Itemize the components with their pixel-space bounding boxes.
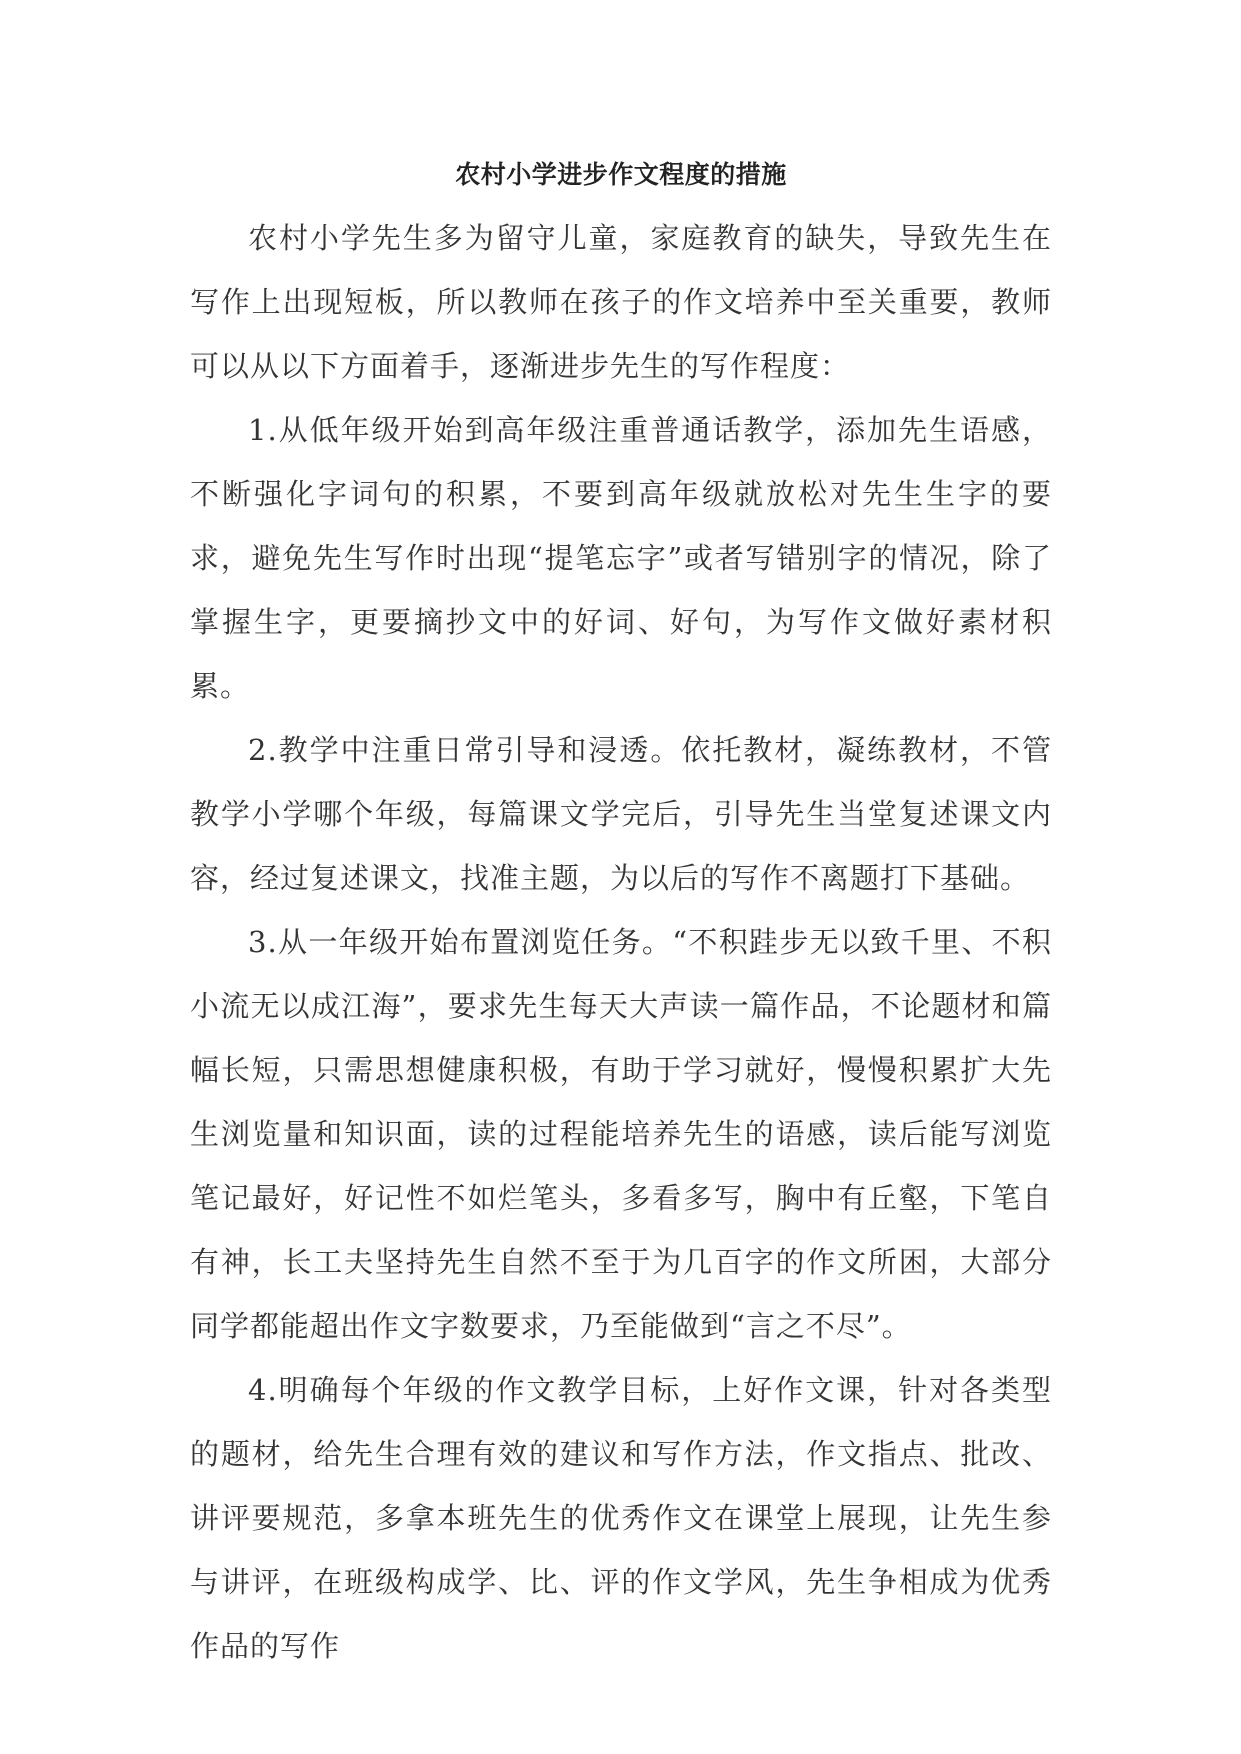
document-title: 农村小学进步作文程度的措施 [455,160,787,189]
paragraph-point-2: 2.教学中注重日常引导和浸透。依托教材，凝练教材，不管教学小学哪个年级，每篇课文学完后，引导先生当堂复述课文内容，经过复述课文，找准主题，为以后的写作不离题打下基础。 [190,733,1052,895]
document-body [190,155,1052,1678]
paragraph-point-1: 1.从低年级开始到高年级注重普通话教学，添加先生语感，不断强化字词句的积累，不要到高年级就放松对先生生字的要求，避免先生写作时出现“提笔忘字”或者写错别字的情况，除了掌握生字，更要摘抄文中的好词、好句，为写作文做好素材积累。 [190,413,1052,703]
paragraph-point-3: 3.从一年级开始布置浏览任务。“不积跬步无以致千里、不积小流无以成江海”，要求先生每天大声读一篇作品，不论题材和篇幅长短，只需思想健康积极，有助于学习就好，慢慢积累扩大先生浏览量和知识面，读的过程能培养先生的语感，读后能写浏览笔记最好，好记性不如烂笔头，多看多写，胸中有丘壑，下笔自有神，长工夫坚持先生自然不至于为几百字的作文所困，大部分同学都能超出作文字数要求，乃至能做到“言之不尽”。 [190,925,1052,1343]
paragraph-intro: 农村小学先生多为留守儿童，家庭教育的缺失，导致先生在写作上出现短板，所以教师在孩子的作文培养中至关重要，教师可以从以下方面着手，逐渐进步先生的写作程度： [190,221,1052,383]
paragraph-point-4: 4.明确每个年级的作文教学目标，上好作文课，针对各类型的题材，给先生合理有效的建议和写作方法，作文指点、批改、讲评要规范，多拿本班先生的优秀作文在课堂上展现，让先生参与讲评，在班级构成学、比、评的作文学风，先生争相成为优秀作品的写作 [190,1373,1052,1663]
